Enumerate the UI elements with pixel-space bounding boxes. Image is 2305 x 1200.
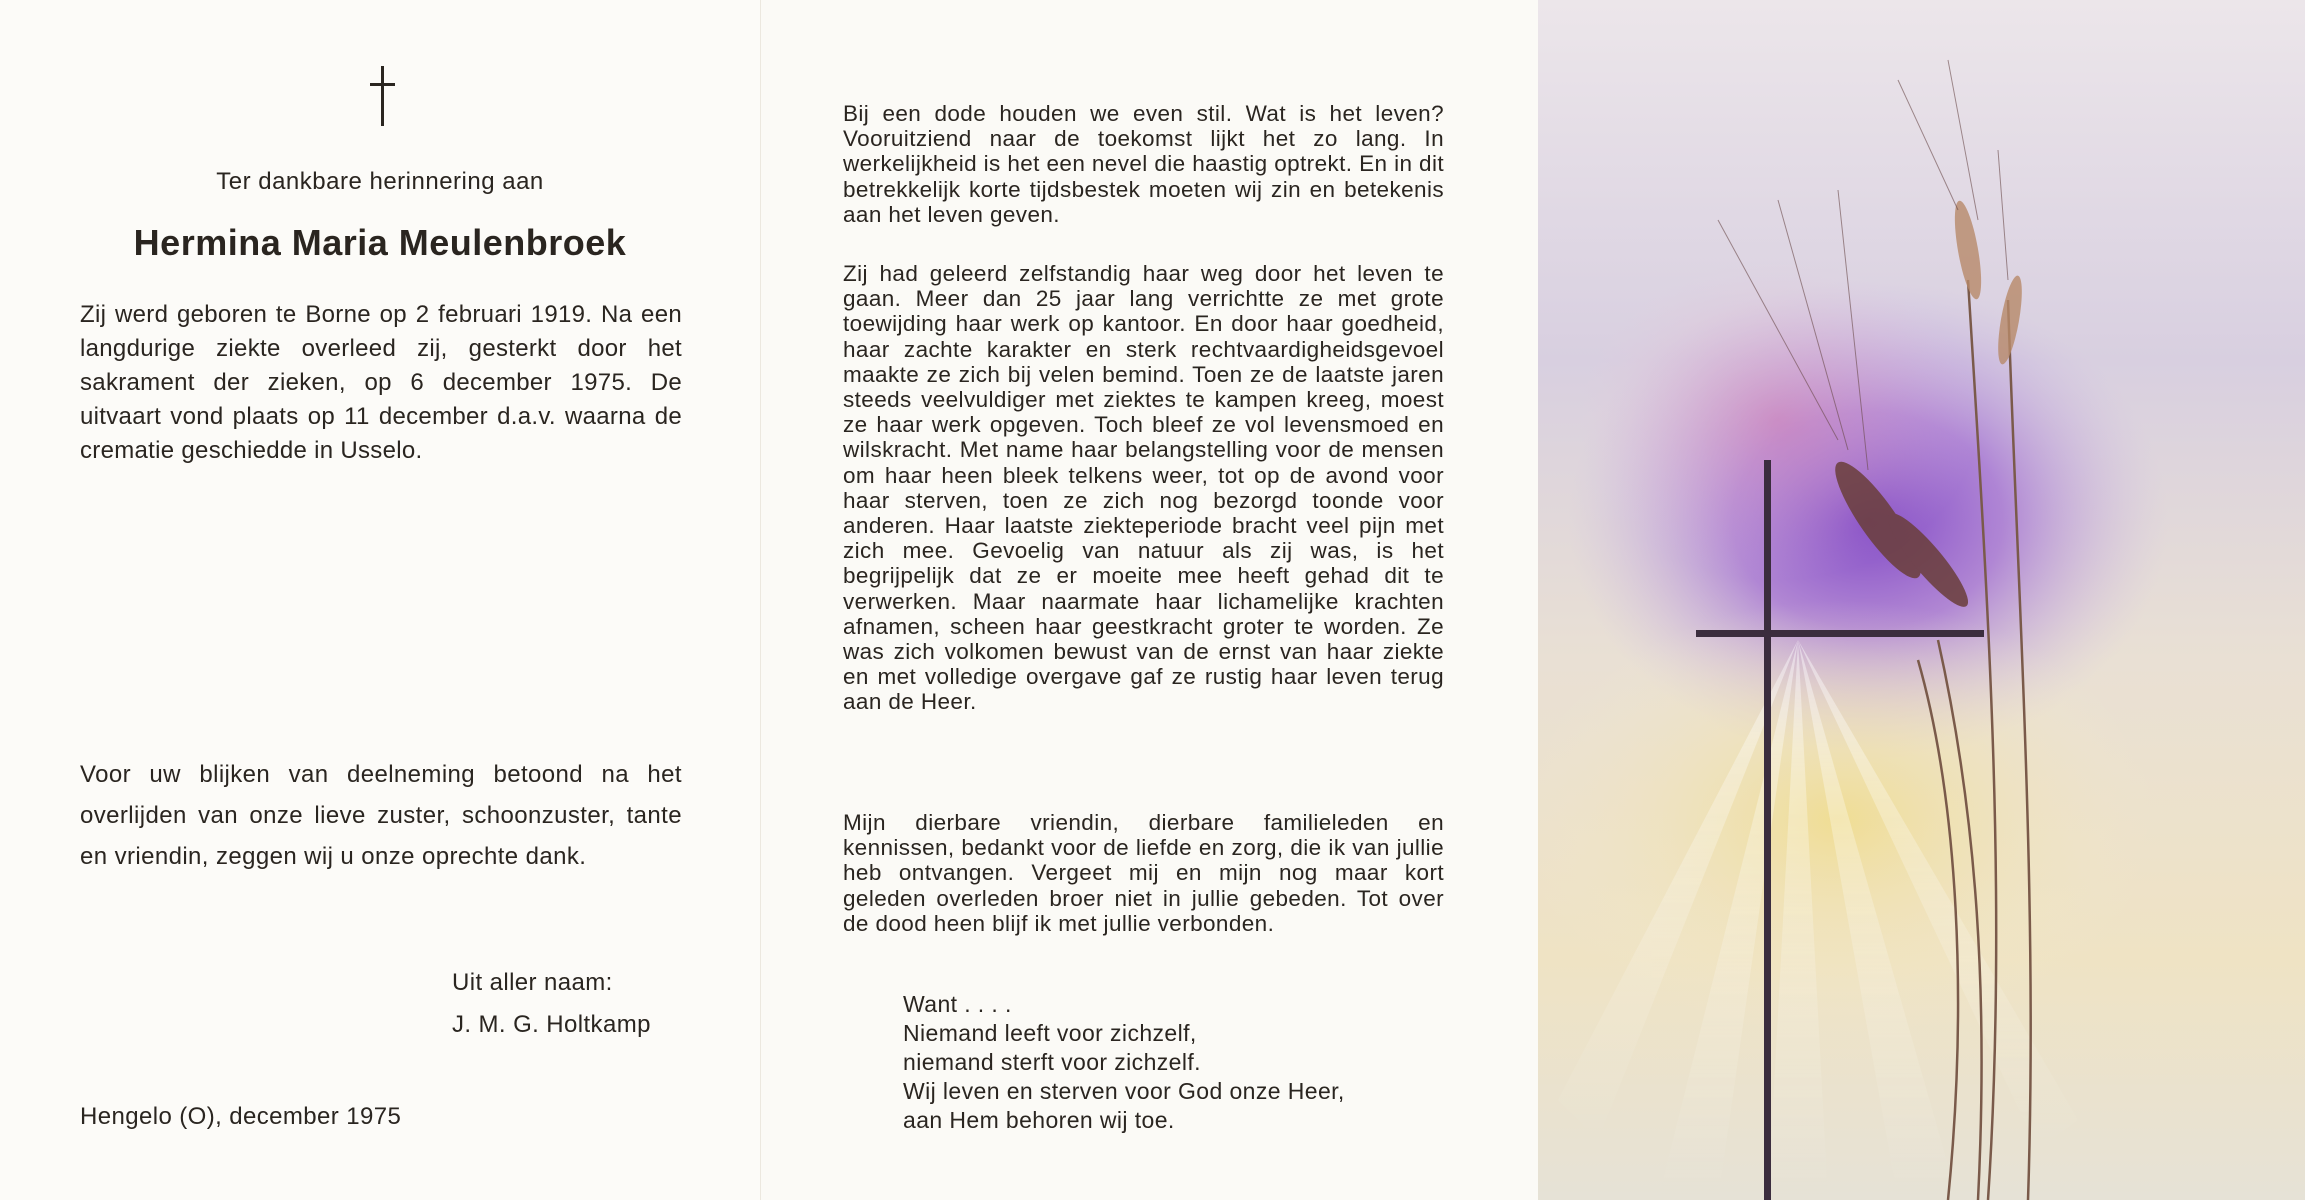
paragraph-2: Zij had geleerd zelfstandig haar weg door het leven te gaan. Meer dan 25 jaar lang verrichtte ze met grote toewijding haar werk op kantoor. En door haar goedheid, haar zachte karakter en sterk rechtvaardigheidsgevoel maakte ze zich bij velen bemind. Toen ze de laatste jaren steeds veelvuldiger met ziektes te kampen kreeg, moest ze haar werk opgeven. Toch bleef ze vol levensmoed en wilskracht. Met name haar belangstelling voor de mensen om haar heen bleek telkens weer, tot op de avond voor haar sterven, toen ze zich nog bezorgd toonde voor anderen. Haar laatste ziekteperiode bracht veel pijn met zich mee. Gevoelig van natuur als zij was, is het begrijpelijk dat ze er moeite mee heeft gehad dit te verwerken. Maar naarmate haar lichamelijke krachten afnamen, scheen haar geestkracht groter te worden. Ze was zich volkomen bewust van de ernst van haar ziekte en met volledige overgave gaf ze rustig haar leven terug aan de Heer. [843, 261, 1444, 715]
deceased-name: Hermina Maria Meulenbroek [133, 222, 627, 263]
biography-text: Zij werd geboren te Borne op 2 februari 1919. Na een langdurige ziekte overleed zij, gesterkt door het sakrament der zieken, op 6 december 1975. De uitvaart vond plaats op 11 december d.a.v. waarna de crematie geschiedde in Usselo. [80, 301, 682, 464]
signoff-name: J. M. G. Holtkamp [452, 1011, 651, 1038]
thanks-text: Voor uw blijken van deelneming betoond na het overlijden van onze lieve zuster, schoonzuster, tante en vriendin, zeggen wij u onze oprechte dank. [80, 761, 682, 870]
poem-line: niemand sterft voor zichzelf. [903, 1049, 1201, 1075]
intro-text: Ter dankbare herinnering aan [216, 168, 544, 195]
cross-and-wheat-photo [1538, 0, 2305, 1200]
signoff [452, 962, 651, 1046]
place-date: Hengelo (O), december 1975 [80, 1103, 402, 1130]
poem-line: Wij leven en sterven voor God onze Heer, [903, 1078, 1345, 1104]
signoff-label: Uit aller naam: [452, 969, 613, 996]
paragraph-1: Bij een dode houden we even stil. Wat is het leven? Vooruitziend naar de toekomst lijkt het zo lang. In werkelijkheid is het een nevel die haastig optrekt. En in dit betrekkelijk korte tijdsbestek moeten wij zin en betekenis aan het leven geven. [843, 101, 1444, 227]
poem-line: Niemand leeft voor zichzelf, [903, 1020, 1197, 1046]
photo-panel [1538, 0, 2305, 1200]
paragraph-3: Mijn dierbare vriendin, dierbare familieleden en kennissen, bedankt voor de liefde en zorg, die ik van jullie heb ontvangen. Vergeet mij en mijn nog maar kort geleden overleden broer niet in jullie gebeden. Tot over de dood heen blijf ik met jullie verbonden. [843, 810, 1444, 936]
cross-horizontal [1696, 630, 1984, 637]
poem [903, 990, 1345, 1135]
cross-vertical [1764, 460, 1771, 1200]
left-panel [0, 0, 760, 1200]
cross-icon [367, 66, 397, 126]
poem-line: aan Hem behoren wij toe. [903, 1107, 1175, 1133]
poem-line: Want . . . . [903, 991, 1012, 1017]
